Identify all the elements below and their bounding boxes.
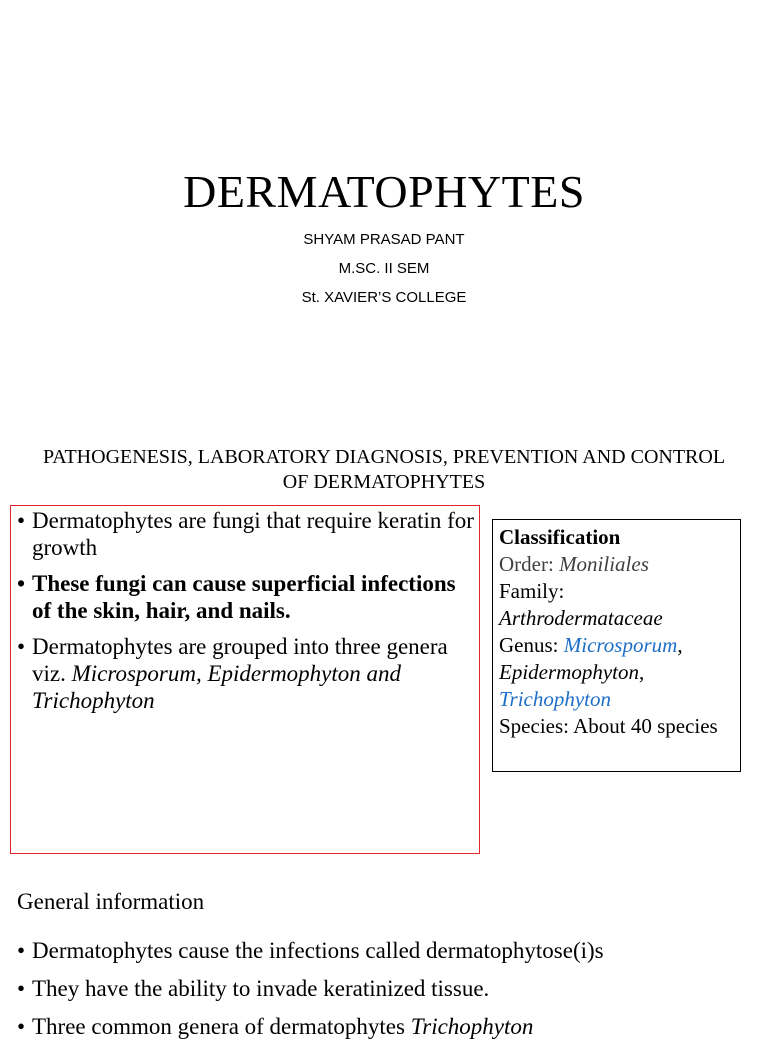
genera-names: Microsporum, Epidermophyton and Trichophyton <box>32 661 402 713</box>
bullet-text: Dermatophytes cause the infections called dermatophytose(i)s <box>32 938 604 963</box>
course-label: M.SC. II SEM <box>338 260 430 277</box>
author-name: SHYAM PRASAD PANT <box>303 231 465 248</box>
genus-epidermophyton: Epidermophyton <box>499 660 639 684</box>
bullet-icon: • <box>17 1014 26 1039</box>
list-item <box>11 507 477 561</box>
general-info-list <box>11 937 751 1051</box>
bullet-text: Three common genera of dermatophytes <box>32 1014 411 1039</box>
bullet-text: Dermatophytes are grouped into three genera viz. <box>32 634 448 686</box>
classification-box <box>492 519 741 772</box>
page-title: DERMATOPHYTES <box>183 166 585 217</box>
genus-row: Genus: Microsporum, <box>499 633 683 657</box>
family-value: Arthrodermataceae <box>499 606 663 630</box>
genus-microsporum: Microsporum <box>563 633 678 657</box>
list-item <box>11 937 751 965</box>
classification-heading: Classification <box>499 525 621 549</box>
family-label: Family: <box>499 579 565 603</box>
bullet-icon: • <box>17 571 26 596</box>
bullet-icon: • <box>17 508 26 533</box>
order-row: Order: Moniliales <box>499 552 649 576</box>
list-item <box>11 633 477 714</box>
bullet-text: These fungi can cause superficial infections of the skin, hair, and nails. <box>32 571 456 623</box>
bullet-icon: • <box>17 976 26 1001</box>
college-name: St. XAVIER’S COLLEGE <box>301 289 467 306</box>
bullet-text: Dermatophytes are fungi that require keratin for growth <box>32 508 474 560</box>
species-row: Species: About 40 species <box>499 714 718 738</box>
bullet-text: They have the ability to invade keratinized tissue. <box>32 976 490 1001</box>
order-value: Moniliales <box>559 552 649 576</box>
bullet-icon: • <box>17 938 26 963</box>
genus-row-2: Epidermophyton, <box>499 660 645 684</box>
genus-row-3 <box>499 686 740 713</box>
list-item <box>11 1013 751 1041</box>
intro-bullet-list <box>11 507 477 723</box>
list-item <box>11 570 477 624</box>
general-info-heading: General information <box>17 889 205 914</box>
genus-italic: Trichophyton <box>410 1014 534 1039</box>
list-item <box>11 975 751 1003</box>
bullet-icon: • <box>17 634 26 659</box>
genus-trichophyton: Trichophyton <box>499 687 612 711</box>
slide-heading: PATHOGENESIS, LABORATORY DIAGNOSIS, PREVENTION AND CONTROL OF DERMATOPHYTES <box>42 446 726 493</box>
